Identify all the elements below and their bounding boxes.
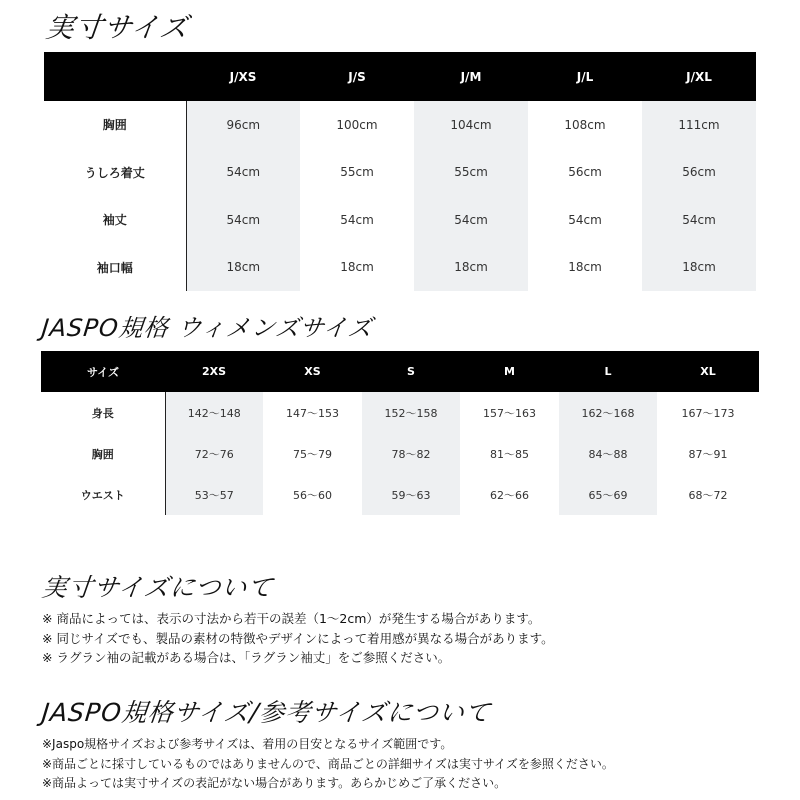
column-header: J/S [300,52,414,101]
table-row [44,244,756,292]
table-cell: 96cm [186,101,300,149]
table-cell: 72～76 [165,433,263,474]
table-cell: 75～79 [263,433,362,474]
table-cell: 56cm [528,149,642,197]
note-item: ※商品ごとに採寸しているものではありませんので、商品ごとの詳細サイズは実寸サイズを参照ください。 [42,756,614,771]
actual-size-table [44,52,756,291]
table-cell: 81～85 [460,433,559,474]
row-label: 胸囲 [44,101,186,149]
table-cell: 84～88 [559,433,657,474]
table-cell: 18cm [414,244,528,292]
table-row [41,433,759,474]
table-cell: 54cm [186,149,300,197]
column-header: M [460,351,559,392]
actual-size-notes [42,609,554,668]
table-cell: 78～82 [362,433,460,474]
table-cell: 157～163 [460,392,559,433]
column-header: S [362,351,460,392]
column-header: XL [657,351,759,392]
table-cell: 53～57 [165,474,263,515]
row-label: ウエスト [41,474,165,515]
table-cell: 167～173 [657,392,759,433]
table-cell: 18cm [300,244,414,292]
row-label: 袖口幅 [44,244,186,292]
actual-size-notes-title: 実寸サイズについて [40,573,275,602]
column-header: 2XS [165,351,263,392]
column-header: J/XL [642,52,756,101]
column-header: サイズ [41,351,165,392]
table-row [44,101,756,149]
column-header: J/L [528,52,642,101]
table-cell: 100cm [300,101,414,149]
row-label: 袖丈 [44,196,186,244]
column-header: J/M [414,52,528,101]
jaspo-reference-notes [42,735,614,794]
table-cell: 54cm [186,196,300,244]
column-header: XS [263,351,362,392]
jaspo-womens-size-table [41,351,760,515]
table-cell: 54cm [414,196,528,244]
table-row [41,474,759,515]
table-cell: 142～148 [165,392,263,433]
note-item: ※ 同じサイズでも、製品の素材の特徴やデザインによって着用感が異なる場合があります。 [42,630,554,646]
table-cell: 152～158 [362,392,460,433]
table-cell: 111cm [642,101,756,149]
table-header-row [41,351,759,392]
table-row [44,196,756,244]
table-cell: 162～168 [559,392,657,433]
column-header [44,52,186,101]
table-cell: 87～91 [657,433,759,474]
note-item: ※ ラグラン袖の記載がある場合は、「ラグラン袖丈」をご参照ください。 [42,650,451,665]
table-cell: 18cm [528,244,642,292]
table-cell: 54cm [642,196,756,244]
table-cell: 54cm [528,196,642,244]
table-cell: 54cm [300,196,414,244]
table-header-row [44,52,756,101]
table-cell: 108cm [528,101,642,149]
jaspo-womens-size-title: JASPO規格 ウィメンズサイズ [40,314,375,342]
table-cell: 65～69 [559,474,657,515]
table-cell: 55cm [300,149,414,197]
note-item: ※Jaspo規格サイズおよび参考サイズは、着用の目安となるサイズ範囲です。 [42,737,453,751]
table-row [44,149,756,197]
table-row [41,392,759,433]
jaspo-reference-notes-title: JASPO規格サイズ/参考サイズについて [40,698,493,727]
table-cell: 104cm [414,101,528,149]
note-item: ※ 商品によっては、表示の寸法から若干の誤差（1～2cm）が発生する場合があります。 [42,611,541,626]
table-cell: 55cm [414,149,528,197]
table-cell: 62～66 [460,474,559,515]
column-header: J/XS [186,52,300,101]
table-cell: 56cm [642,149,756,197]
row-label: 身長 [41,392,165,433]
column-header: L [559,351,657,392]
table-cell: 18cm [186,244,300,292]
table-cell: 68～72 [657,474,759,515]
note-item: ※商品よっては実寸サイズの表記がない場合があります。あらかじめご了承ください。 [42,776,507,790]
table-cell: 147～153 [263,392,362,433]
table-cell: 18cm [642,244,756,292]
table-cell: 56～60 [263,474,362,515]
actual-size-title: 実寸サイズ [44,11,191,44]
row-label: うしろ着丈 [44,149,186,197]
table-cell: 59～63 [362,474,460,515]
row-label: 胸囲 [41,433,165,474]
